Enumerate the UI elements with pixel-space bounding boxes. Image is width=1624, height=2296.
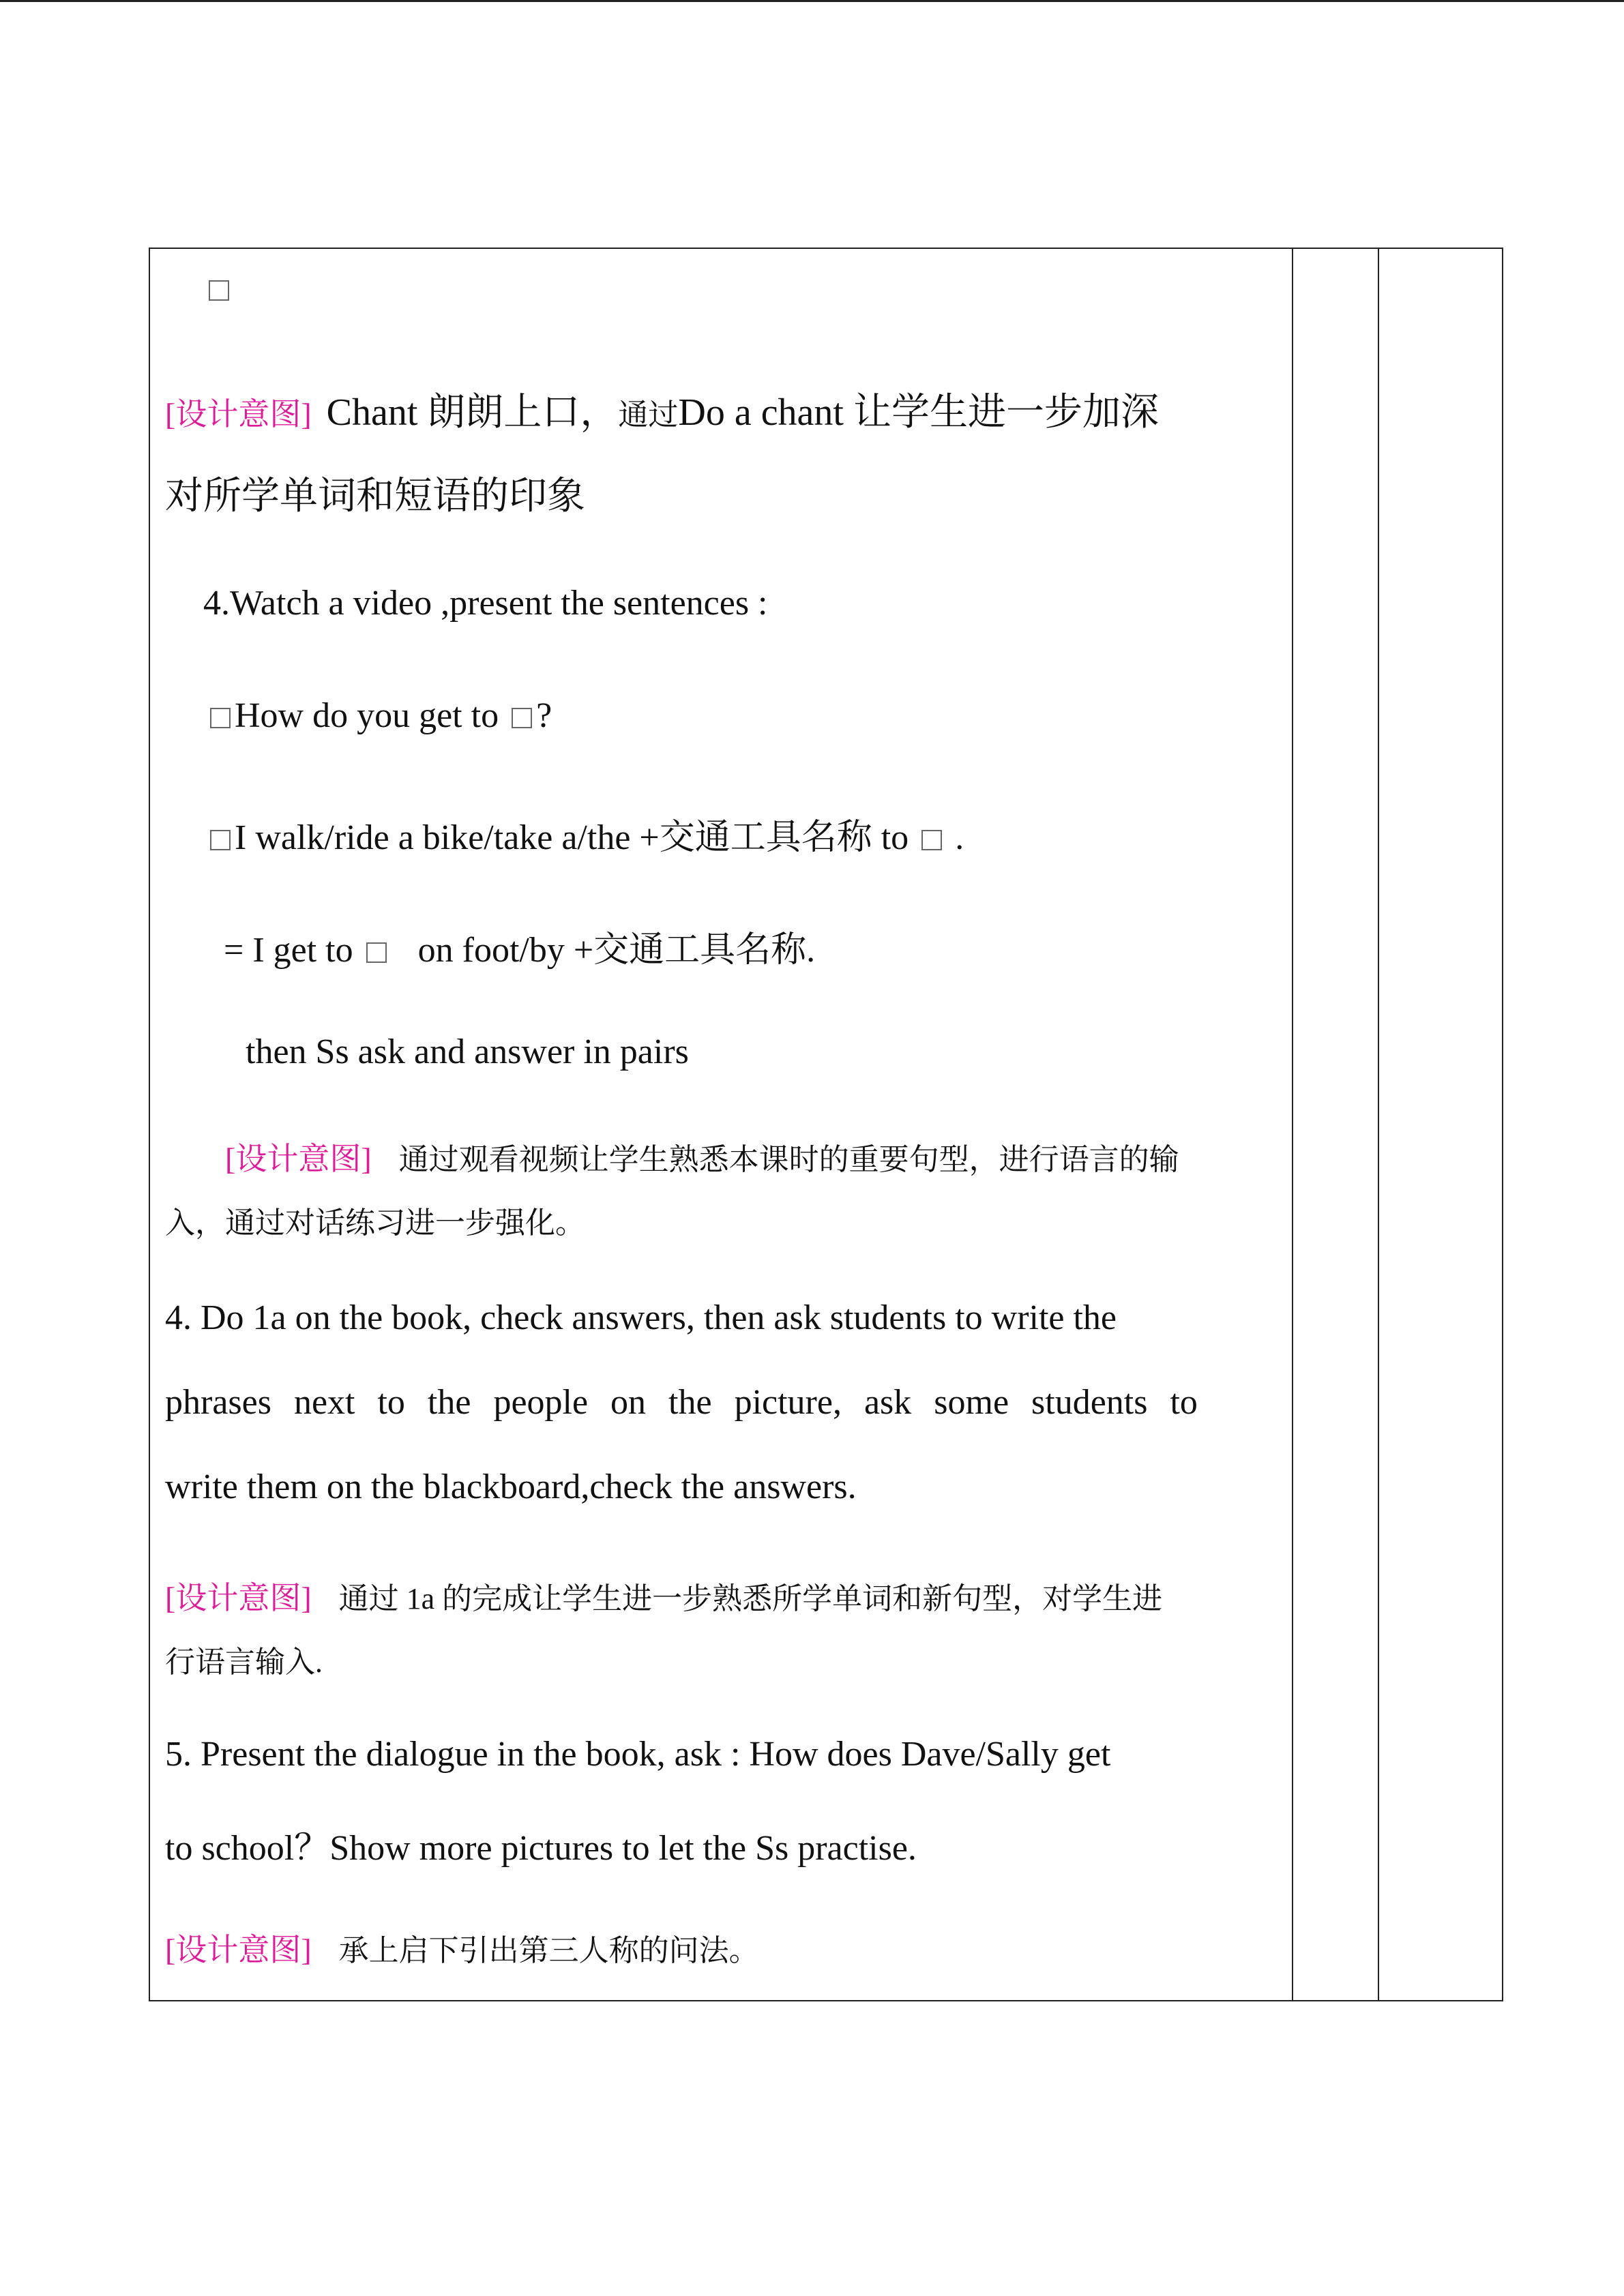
column-divider-1 [1292,249,1293,2000]
design-intent-chant-cont: 对所学单词和短语的印象 [165,475,585,518]
design-intent-1a: [设计意图] 通过 1a 的完成让学生进一步熟悉所学单词和新句型，对学生进 [165,1581,1163,1615]
design-intent-tag: [设计意图] [165,397,312,432]
pair-practice: then Ss ask and answer in pairs [246,1032,689,1071]
placeholder-box-icon [210,830,231,850]
placeholder-box-icon [209,280,229,301]
sentence-pattern-equivalent: = I get to on foot/by +交通工具名称. [224,931,816,970]
design-intent-video-cont: 入，通过对话练习进一步强化。 [165,1206,585,1240]
step-present-dialogue-cont: to school？Show more pictures to let the Ss practise. [165,1829,917,1868]
step-do-1a: 4. Do 1a on the book, check answers, then ask students to write the [165,1298,1117,1337]
step-present-dialogue: 5. Present the dialogue in the book, ask : How does Dave/Sally get [165,1735,1111,1774]
step-do-1a-cont: phrases next to the people on the picture, ask some students to [165,1383,1198,1422]
design-intent-tag: [设计意图] [165,1933,312,1967]
lesson-table [149,248,1503,2001]
design-intent-tag: [设计意图] [165,1581,312,1615]
lesson-content-cell [165,249,1289,2000]
placeholder-box-icon [921,830,942,850]
design-intent-tag: [设计意图] [225,1142,372,1176]
page-top-border [0,0,1624,2]
design-intent-third-person: [设计意图] 承上启下引出第三人称的问法。 [165,1933,759,1967]
sentence-pattern-answer: I walk/ride a bike/take a/the +交通工具名称 to . [210,808,964,859]
placeholder-box-icon [210,708,231,728]
design-intent-1a-cont: 行语言输入. [165,1645,323,1679]
column-divider-2 [1378,249,1379,2000]
design-intent-chant: [设计意图] Chant 朗朗上口，通过Do a chant 让学生进一步加深 [165,391,1159,434]
placeholder-box-icon [366,942,387,963]
step-watch-video: 4.Watch a video ,present the sentences : [203,584,768,623]
step-do-1a-end: write them on the blackboard,check the answers. [165,1467,857,1506]
design-intent-video: [设计意图] 通过观看视频让学生熟悉本课时的重要句型，进行语言的输 [225,1142,1179,1176]
placeholder-box-icon [512,708,532,728]
sentence-pattern-question: How do you get to ? [210,696,552,736]
